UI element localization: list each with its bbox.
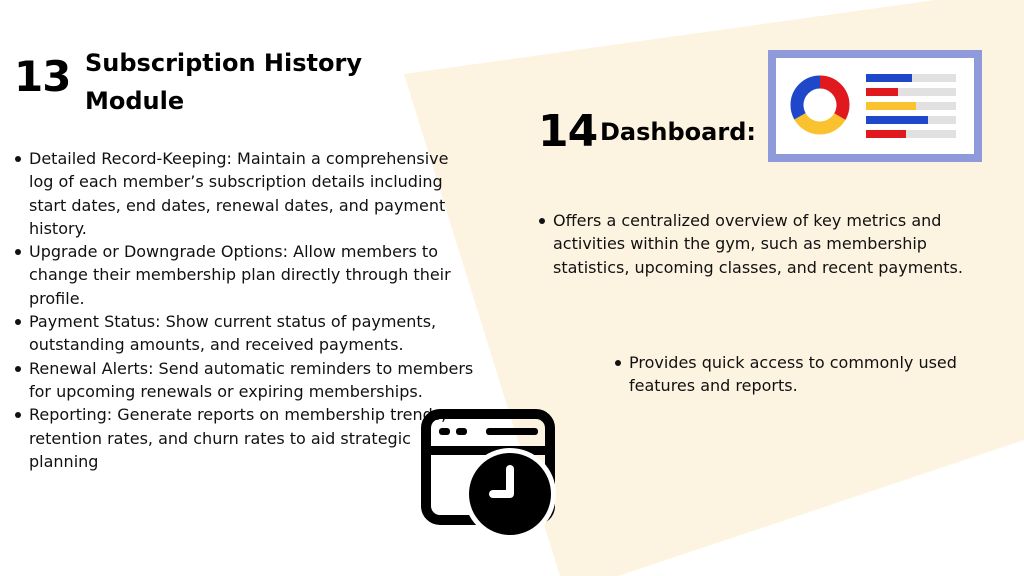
list-item: Renewal Alerts: Send automatic reminders to members for upcoming renewals or expiring memberships. <box>14 357 474 404</box>
section-14-list-2 <box>614 351 1014 398</box>
list-item: Upgrade or Downgrade Options: Allow members to change their membership plan directly through their profile. <box>14 240 474 310</box>
list-item: Reporting: Generate reports on membership trends, retention rates, and churn rates to aid strategic planning <box>14 403 474 473</box>
section-13-title-line2: Module <box>85 87 185 115</box>
list-item: Provides quick access to commonly used features and reports. <box>614 351 1014 398</box>
list-item: Detailed Record-Keeping: Maintain a comprehensive log of each member’s subscription details including start dates, end dates, renewal dates, and payment history. <box>14 147 474 240</box>
section-13-number: 13 <box>14 52 71 101</box>
section-14-number: 14 <box>538 106 598 157</box>
section-14-title: Dashboard: <box>600 118 756 146</box>
section-13-list <box>14 147 474 473</box>
list-item: Offers a centralized overview of key metrics and activities within the gym, such as membership statistics, upcoming classes, and recent payments. <box>538 209 988 279</box>
browser-clock-icon <box>420 408 560 544</box>
dashboard-monitor-icon <box>768 50 982 162</box>
section-13-title <box>85 44 362 120</box>
list-item: Payment Status: Show current status of payments, outstanding amounts, and received payments. <box>14 310 474 357</box>
section-14-list-1 <box>538 209 988 279</box>
section-13-title-line1: Subscription History <box>85 49 362 77</box>
